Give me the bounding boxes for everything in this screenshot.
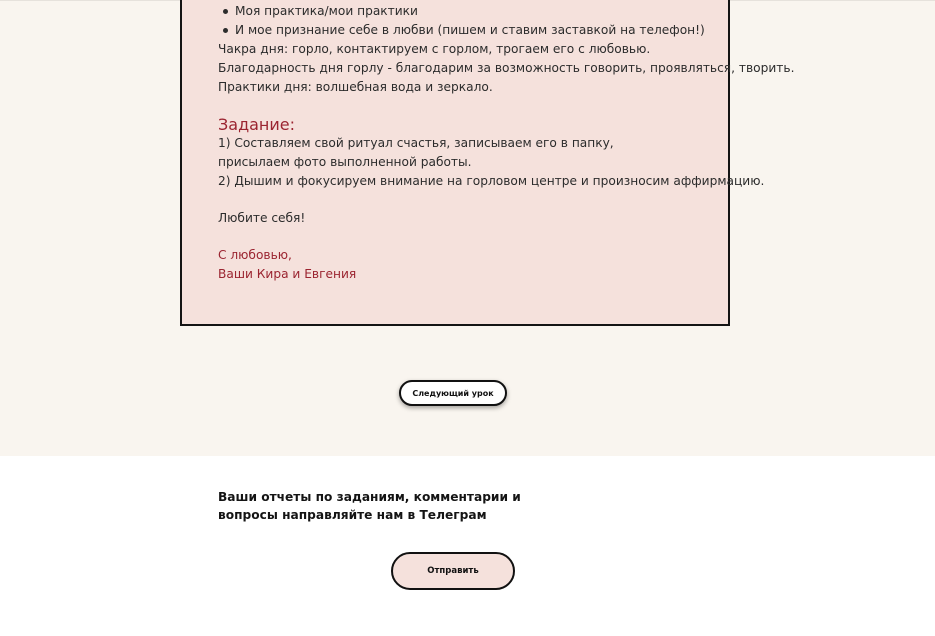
- spacer: [218, 191, 718, 209]
- list-item: [218, 2, 718, 21]
- spacer: [218, 97, 718, 115]
- practices-line: Практики дня: волшебная вода и зеркало.: [218, 80, 493, 94]
- list-item-text: И мое признание себе в любви (пишем и ставим заставкой на телефон!): [235, 23, 705, 37]
- task-item-1: 1) Составляем свой ритуал счастья, записываем его в папку, присылаем фото выполненной работы.: [218, 136, 614, 169]
- practice-list: [218, 2, 718, 40]
- task-heading: Задание:: [218, 115, 296, 134]
- send-button[interactable]: Отправить: [391, 552, 515, 590]
- next-lesson-button[interactable]: Следующий урок: [399, 380, 507, 406]
- task-item-2: 2) Дышим и фокусируем внимание на горловом центре и произносим аффирмацию.: [218, 174, 765, 188]
- reports-instructions: Ваши отчеты по заданиям, комментарии и вопросы направляйте нам в Телеграм: [218, 490, 521, 522]
- signature-line-1: С любовью,: [218, 248, 292, 262]
- spacer: [218, 228, 718, 246]
- lesson-card: [180, 0, 795, 326]
- list-item: [218, 21, 718, 40]
- bullet-icon: [223, 28, 228, 33]
- chakra-line: Чакра дня: горло, контактируем с горлом, трогаем его с любовью.: [218, 42, 651, 56]
- lesson-card-content: [218, 2, 795, 284]
- bullet-icon: [223, 9, 228, 14]
- gratitude-line: Благодарность дня горлу - благодарим за возможность говорить, проявляться, творить.: [218, 61, 795, 75]
- list-item-text: Моя практика/мои практики: [235, 4, 418, 18]
- love-yourself-text: Любите себя!: [218, 211, 306, 225]
- signature-line-2: Ваши Кира и Евгения: [218, 267, 357, 281]
